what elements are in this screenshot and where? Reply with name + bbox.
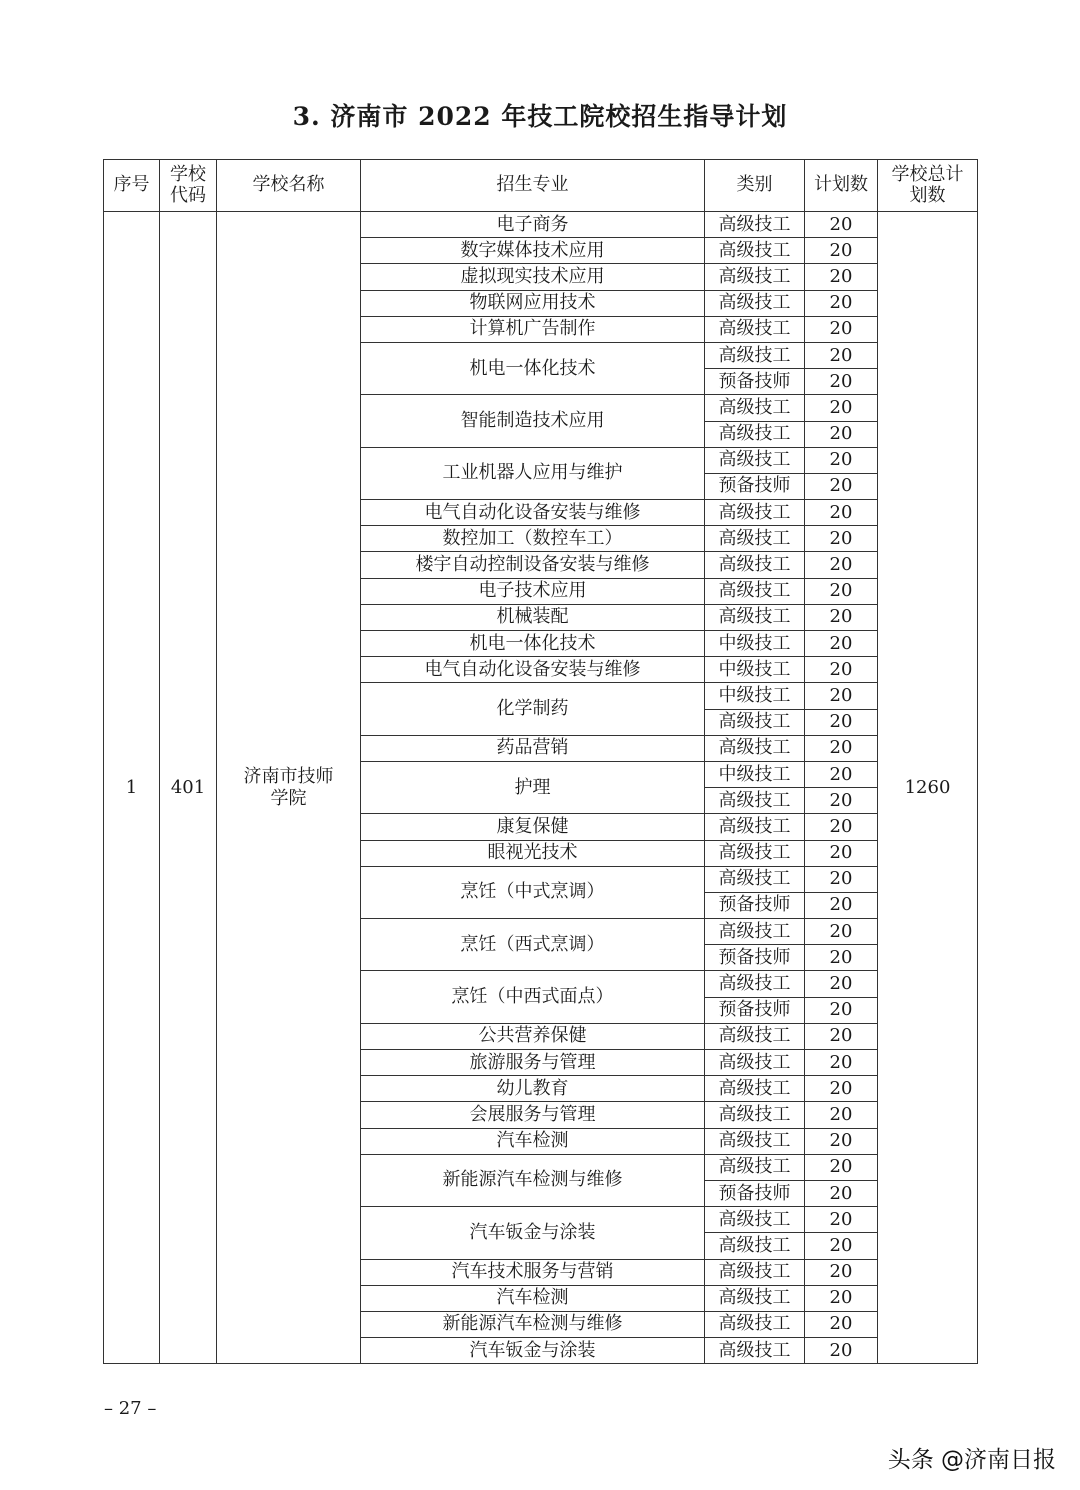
category-cell: 高级技工: [705, 526, 805, 552]
category-cell: 高级技工: [705, 1128, 805, 1154]
category-cell: 预备技师: [705, 997, 805, 1023]
plan-count-cell: 20: [805, 1207, 878, 1233]
plan-count-cell: 20: [805, 657, 878, 683]
school-total-cell: 1260: [878, 212, 978, 1364]
major-name-cell: 汽车钣金与涂装: [361, 1207, 705, 1259]
plan-count-cell: 20: [805, 919, 878, 945]
header-total: 学校总计划数: [878, 160, 978, 212]
category-cell: 中级技工: [705, 683, 805, 709]
plan-count-cell: 20: [805, 316, 878, 342]
header-plan: 计划数: [805, 160, 878, 212]
plan-count-cell: 20: [805, 1338, 878, 1364]
plan-count-cell: 20: [805, 1050, 878, 1076]
category-cell: 预备技师: [705, 945, 805, 971]
plan-count-cell: 20: [805, 892, 878, 918]
category-cell: 预备技师: [705, 473, 805, 499]
plan-count-cell: 20: [805, 840, 878, 866]
plan-count-cell: 20: [805, 866, 878, 892]
major-name-cell: 康复保健: [361, 814, 705, 840]
major-name-cell: 汽车钣金与涂装: [361, 1338, 705, 1364]
category-cell: 高级技工: [705, 840, 805, 866]
major-name-cell: 旅游服务与管理: [361, 1050, 705, 1076]
category-cell: 高级技工: [705, 447, 805, 473]
category-cell: 中级技工: [705, 657, 805, 683]
plan-count-cell: 20: [805, 1259, 878, 1285]
major-name-cell: 汽车技术服务与营销: [361, 1259, 705, 1285]
major-name-cell: 数控加工（数控车工）: [361, 526, 705, 552]
category-cell: 高级技工: [705, 1023, 805, 1049]
plan-count-cell: 20: [805, 631, 878, 657]
category-cell: 高级技工: [705, 316, 805, 342]
plan-count-cell: 20: [805, 238, 878, 264]
plan-count-cell: 20: [805, 997, 878, 1023]
header-name: 学校名称: [217, 160, 361, 212]
plan-count-cell: 20: [805, 447, 878, 473]
header-code: 学校代码: [160, 160, 217, 212]
major-name-cell: 会展服务与管理: [361, 1102, 705, 1128]
category-cell: 高级技工: [705, 1285, 805, 1311]
category-cell: 高级技工: [705, 971, 805, 997]
watermark: 头条 @济南日报: [887, 1447, 1056, 1473]
plan-count-cell: 20: [805, 604, 878, 630]
category-cell: 高级技工: [705, 500, 805, 526]
school-code-cell: 401: [160, 212, 217, 1364]
plan-count-cell: 20: [805, 945, 878, 971]
major-name-cell: 数字媒体技术应用: [361, 238, 705, 264]
category-cell: 中级技工: [705, 631, 805, 657]
plan-count-cell: 20: [805, 788, 878, 814]
major-name-cell: 汽车检测: [361, 1285, 705, 1311]
category-cell: 高级技工: [705, 578, 805, 604]
major-name-cell: 烹饪（中式烹调）: [361, 866, 705, 918]
category-cell: 高级技工: [705, 788, 805, 814]
plan-count-cell: 20: [805, 290, 878, 316]
plan-count-cell: 20: [805, 971, 878, 997]
document-title: 3. 济南市 2022 年技工院校招生指导计划: [292, 102, 788, 131]
category-cell: 预备技师: [705, 1180, 805, 1206]
plan-count-cell: 20: [805, 552, 878, 578]
major-name-cell: 机电一体化技术: [361, 342, 705, 394]
major-name-cell: 电气自动化设备安装与维修: [361, 657, 705, 683]
category-cell: 中级技工: [705, 761, 805, 787]
major-name-cell: 幼儿教育: [361, 1076, 705, 1102]
category-cell: 高级技工: [705, 342, 805, 368]
plan-count-cell: 20: [805, 814, 878, 840]
category-cell: 高级技工: [705, 1154, 805, 1180]
plan-count-cell: 20: [805, 421, 878, 447]
major-name-cell: 楼宇自动控制设备安装与维修: [361, 552, 705, 578]
plan-count-cell: 20: [805, 1180, 878, 1206]
major-name-cell: 新能源汽车检测与维修: [361, 1154, 705, 1206]
category-cell: 高级技工: [705, 1050, 805, 1076]
major-name-cell: 机电一体化技术: [361, 631, 705, 657]
table-row: [104, 212, 978, 238]
major-name-cell: 新能源汽车检测与维修: [361, 1311, 705, 1337]
category-cell: 高级技工: [705, 604, 805, 630]
category-cell: 高级技工: [705, 212, 805, 238]
page-number: – 27 –: [104, 1398, 157, 1419]
category-cell: 高级技工: [705, 814, 805, 840]
plan-count-cell: 20: [805, 683, 878, 709]
major-name-cell: 护理: [361, 761, 705, 813]
category-cell: 高级技工: [705, 421, 805, 447]
category-cell: 高级技工: [705, 1259, 805, 1285]
plan-count-cell: 20: [805, 342, 878, 368]
major-name-cell: 机械装配: [361, 604, 705, 630]
major-name-cell: 智能制造技术应用: [361, 395, 705, 447]
header-major: 招生专业: [361, 160, 705, 212]
table-body: [104, 212, 978, 1364]
header-category: 类别: [705, 160, 805, 212]
plan-count-cell: 20: [805, 1154, 878, 1180]
plan-count-cell: 20: [805, 395, 878, 421]
plan-count-cell: 20: [805, 1076, 878, 1102]
category-cell: 预备技师: [705, 892, 805, 918]
plan-count-cell: 20: [805, 369, 878, 395]
category-cell: 高级技工: [705, 709, 805, 735]
category-cell: 高级技工: [705, 1207, 805, 1233]
plan-count-cell: 20: [805, 761, 878, 787]
plan-count-cell: 20: [805, 1233, 878, 1259]
major-name-cell: 工业机器人应用与维护: [361, 447, 705, 499]
major-name-cell: 电气自动化设备安装与维修: [361, 500, 705, 526]
plan-count-cell: 20: [805, 473, 878, 499]
school-name-cell: 济南市技师学院: [217, 212, 361, 1364]
major-name-cell: 眼视光技术: [361, 840, 705, 866]
category-cell: 高级技工: [705, 1311, 805, 1337]
header-seq: 序号: [104, 160, 160, 212]
plan-count-cell: 20: [805, 526, 878, 552]
major-name-cell: 药品营销: [361, 735, 705, 761]
plan-count-cell: 20: [805, 1285, 878, 1311]
plan-count-cell: 20: [805, 212, 878, 238]
category-cell: 高级技工: [705, 552, 805, 578]
school-seq-cell: 1: [104, 212, 160, 1364]
plan-count-cell: 20: [805, 735, 878, 761]
category-cell: 高级技工: [705, 1076, 805, 1102]
major-name-cell: 计算机广告制作: [361, 316, 705, 342]
plan-count-cell: 20: [805, 1128, 878, 1154]
plan-count-cell: 20: [805, 1311, 878, 1337]
major-name-cell: 汽车检测: [361, 1128, 705, 1154]
major-name-cell: 公共营养保健: [361, 1023, 705, 1049]
category-cell: 高级技工: [705, 238, 805, 264]
category-cell: 高级技工: [705, 866, 805, 892]
plan-count-cell: 20: [805, 1023, 878, 1049]
plan-count-cell: 20: [805, 500, 878, 526]
table-header-row: [104, 160, 978, 212]
category-cell: 高级技工: [705, 919, 805, 945]
category-cell: 高级技工: [705, 1102, 805, 1128]
category-cell: 高级技工: [705, 735, 805, 761]
enrollment-plan-table: [103, 159, 978, 1364]
category-cell: 高级技工: [705, 1233, 805, 1259]
plan-count-cell: 20: [805, 578, 878, 604]
category-cell: 高级技工: [705, 1338, 805, 1364]
category-cell: 高级技工: [705, 290, 805, 316]
major-name-cell: 电子商务: [361, 212, 705, 238]
major-name-cell: 虚拟现实技术应用: [361, 264, 705, 290]
major-name-cell: 烹饪（西式烹调）: [361, 919, 705, 971]
category-cell: 高级技工: [705, 264, 805, 290]
category-cell: 高级技工: [705, 395, 805, 421]
plan-count-cell: 20: [805, 709, 878, 735]
category-cell: 预备技师: [705, 369, 805, 395]
major-name-cell: 化学制药: [361, 683, 705, 735]
major-name-cell: 物联网应用技术: [361, 290, 705, 316]
major-name-cell: 烹饪（中西式面点）: [361, 971, 705, 1023]
plan-count-cell: 20: [805, 264, 878, 290]
major-name-cell: 电子技术应用: [361, 578, 705, 604]
plan-count-cell: 20: [805, 1102, 878, 1128]
